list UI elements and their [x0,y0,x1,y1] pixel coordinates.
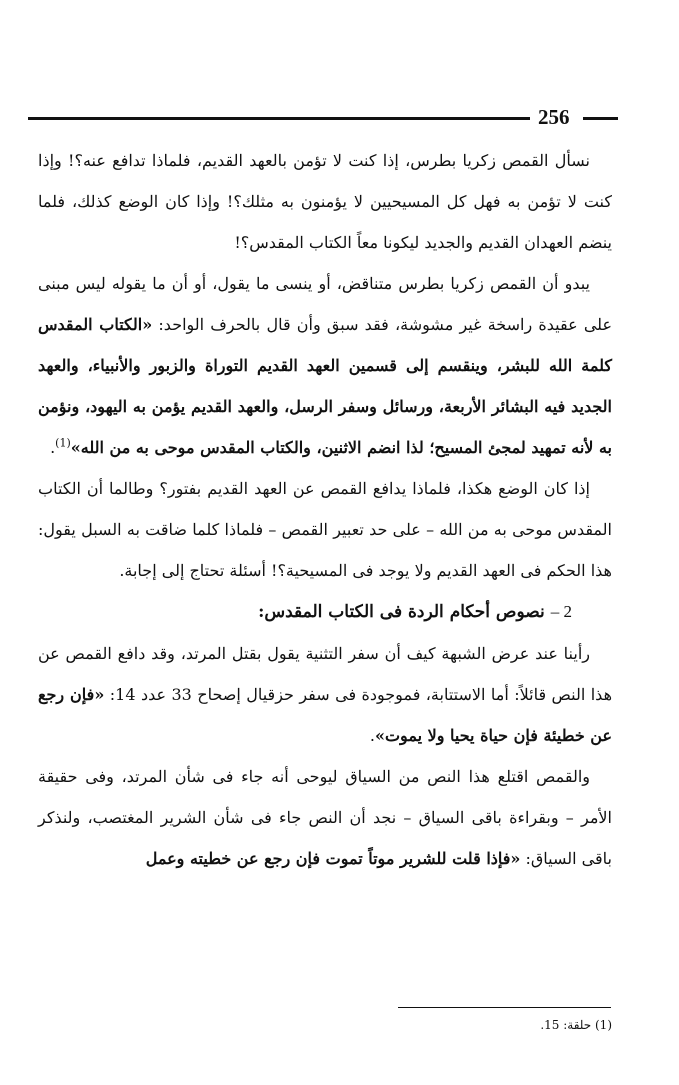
page-header [28,103,593,133]
body-text [38,140,612,879]
section-heading [38,591,612,633]
paragraph-p1 [38,140,612,263]
page-number: 256 [538,105,570,129]
footnote: (1) حلقة: 15. [540,1018,612,1032]
paragraph-text: إذا كان الوضع هكذا، فلماذا يدافع القمص عن العهد القديم بفتور؟ وطالما أن الكتاب المقدس موحى به من الله – على حد تعبير القمص – فلماذا كلما ضاقت به السبل يقول: هذا الحكم فى العهد القديم ولا يوجد فى المسيحية؟! أسئلة تحتاج إلى إجابة. [38,479,612,580]
header-dash [583,117,618,120]
quoted-text: «فإن رجع عن خطيئة فإن حياة يحيا ولا يموت» [38,685,612,745]
paragraph-p5 [38,756,612,879]
section-title: نصوص أحكام الردة فى الكتاب المقدس: [258,602,545,622]
header-rule [28,117,530,120]
footnote-marker: (1) [55,436,71,450]
paragraph-p2 [38,263,612,468]
paragraph-p4 [38,633,612,756]
section-number: 2 – [550,602,572,621]
paragraph-p3 [38,468,612,591]
paragraph-text: نسأل القمص زكريا بطرس، إذا كنت لا تؤمن بالعهد القديم، فلماذا تدافع عنه؟! وإذا كنت لا تؤمن به فهل كل المسيحيين لا يؤمنون به مثلك؟! وإذا كان الوضع كذلك، فلما ينضم العهدان القديم والجديد ليكونا معاً الكتاب المقدس؟! [38,151,612,252]
paragraph-text: والقمص اقتلع هذا النص من السياق ليوحى أنه جاء فى شأن المرتد، وفى حقيقة الأمر – وبقراءة باقى السياق – نجد أن النص جاء فى شأن الشرير المغتصب، ولنذكر باقى السياق: [38,767,612,868]
footnote-rule [398,1007,611,1008]
paragraph-text: . [369,726,375,745]
quoted-text: «الكتاب المقدس كلمة الله للبشر، وينقسم إلى قسمين العهد القديم التوراة والزبور والأنبياء، والعهد الجديد فيه البشائر الأربعة، ورسائل وسفر الرسل، والعهد القديم يؤمن به اليهود، ونؤمن به لأنه تمهيد لمجئ المسيح؛ لذا انضم الاثنين، والكتاب المقدس موحى به من الله» [38,315,612,457]
paragraph-text: . [50,438,56,457]
paragraph-text: رأينا عند عرض الشبهة كيف أن سفر التثنية يقول بقتل المرتد، وقد دافع القمص عن هذا النص قائلاً: أما الاستتابة، فموجودة فى سفر حزقيال إصحاح 33 عدد 14: [38,644,613,704]
paragraph-text: يبدو أن القمص زكريا بطرس متناقض، أو ينسى ما يقول، أو أن ما يقوله ليس مبنى على عقيدة راسخة غير مشوشة، فقد سبق وأن قال بالحرف الواحد: [38,274,612,334]
quoted-text: «فإذا قلت للشرير موتاً تموت فإن رجع عن خطيته وعمل [145,849,521,868]
